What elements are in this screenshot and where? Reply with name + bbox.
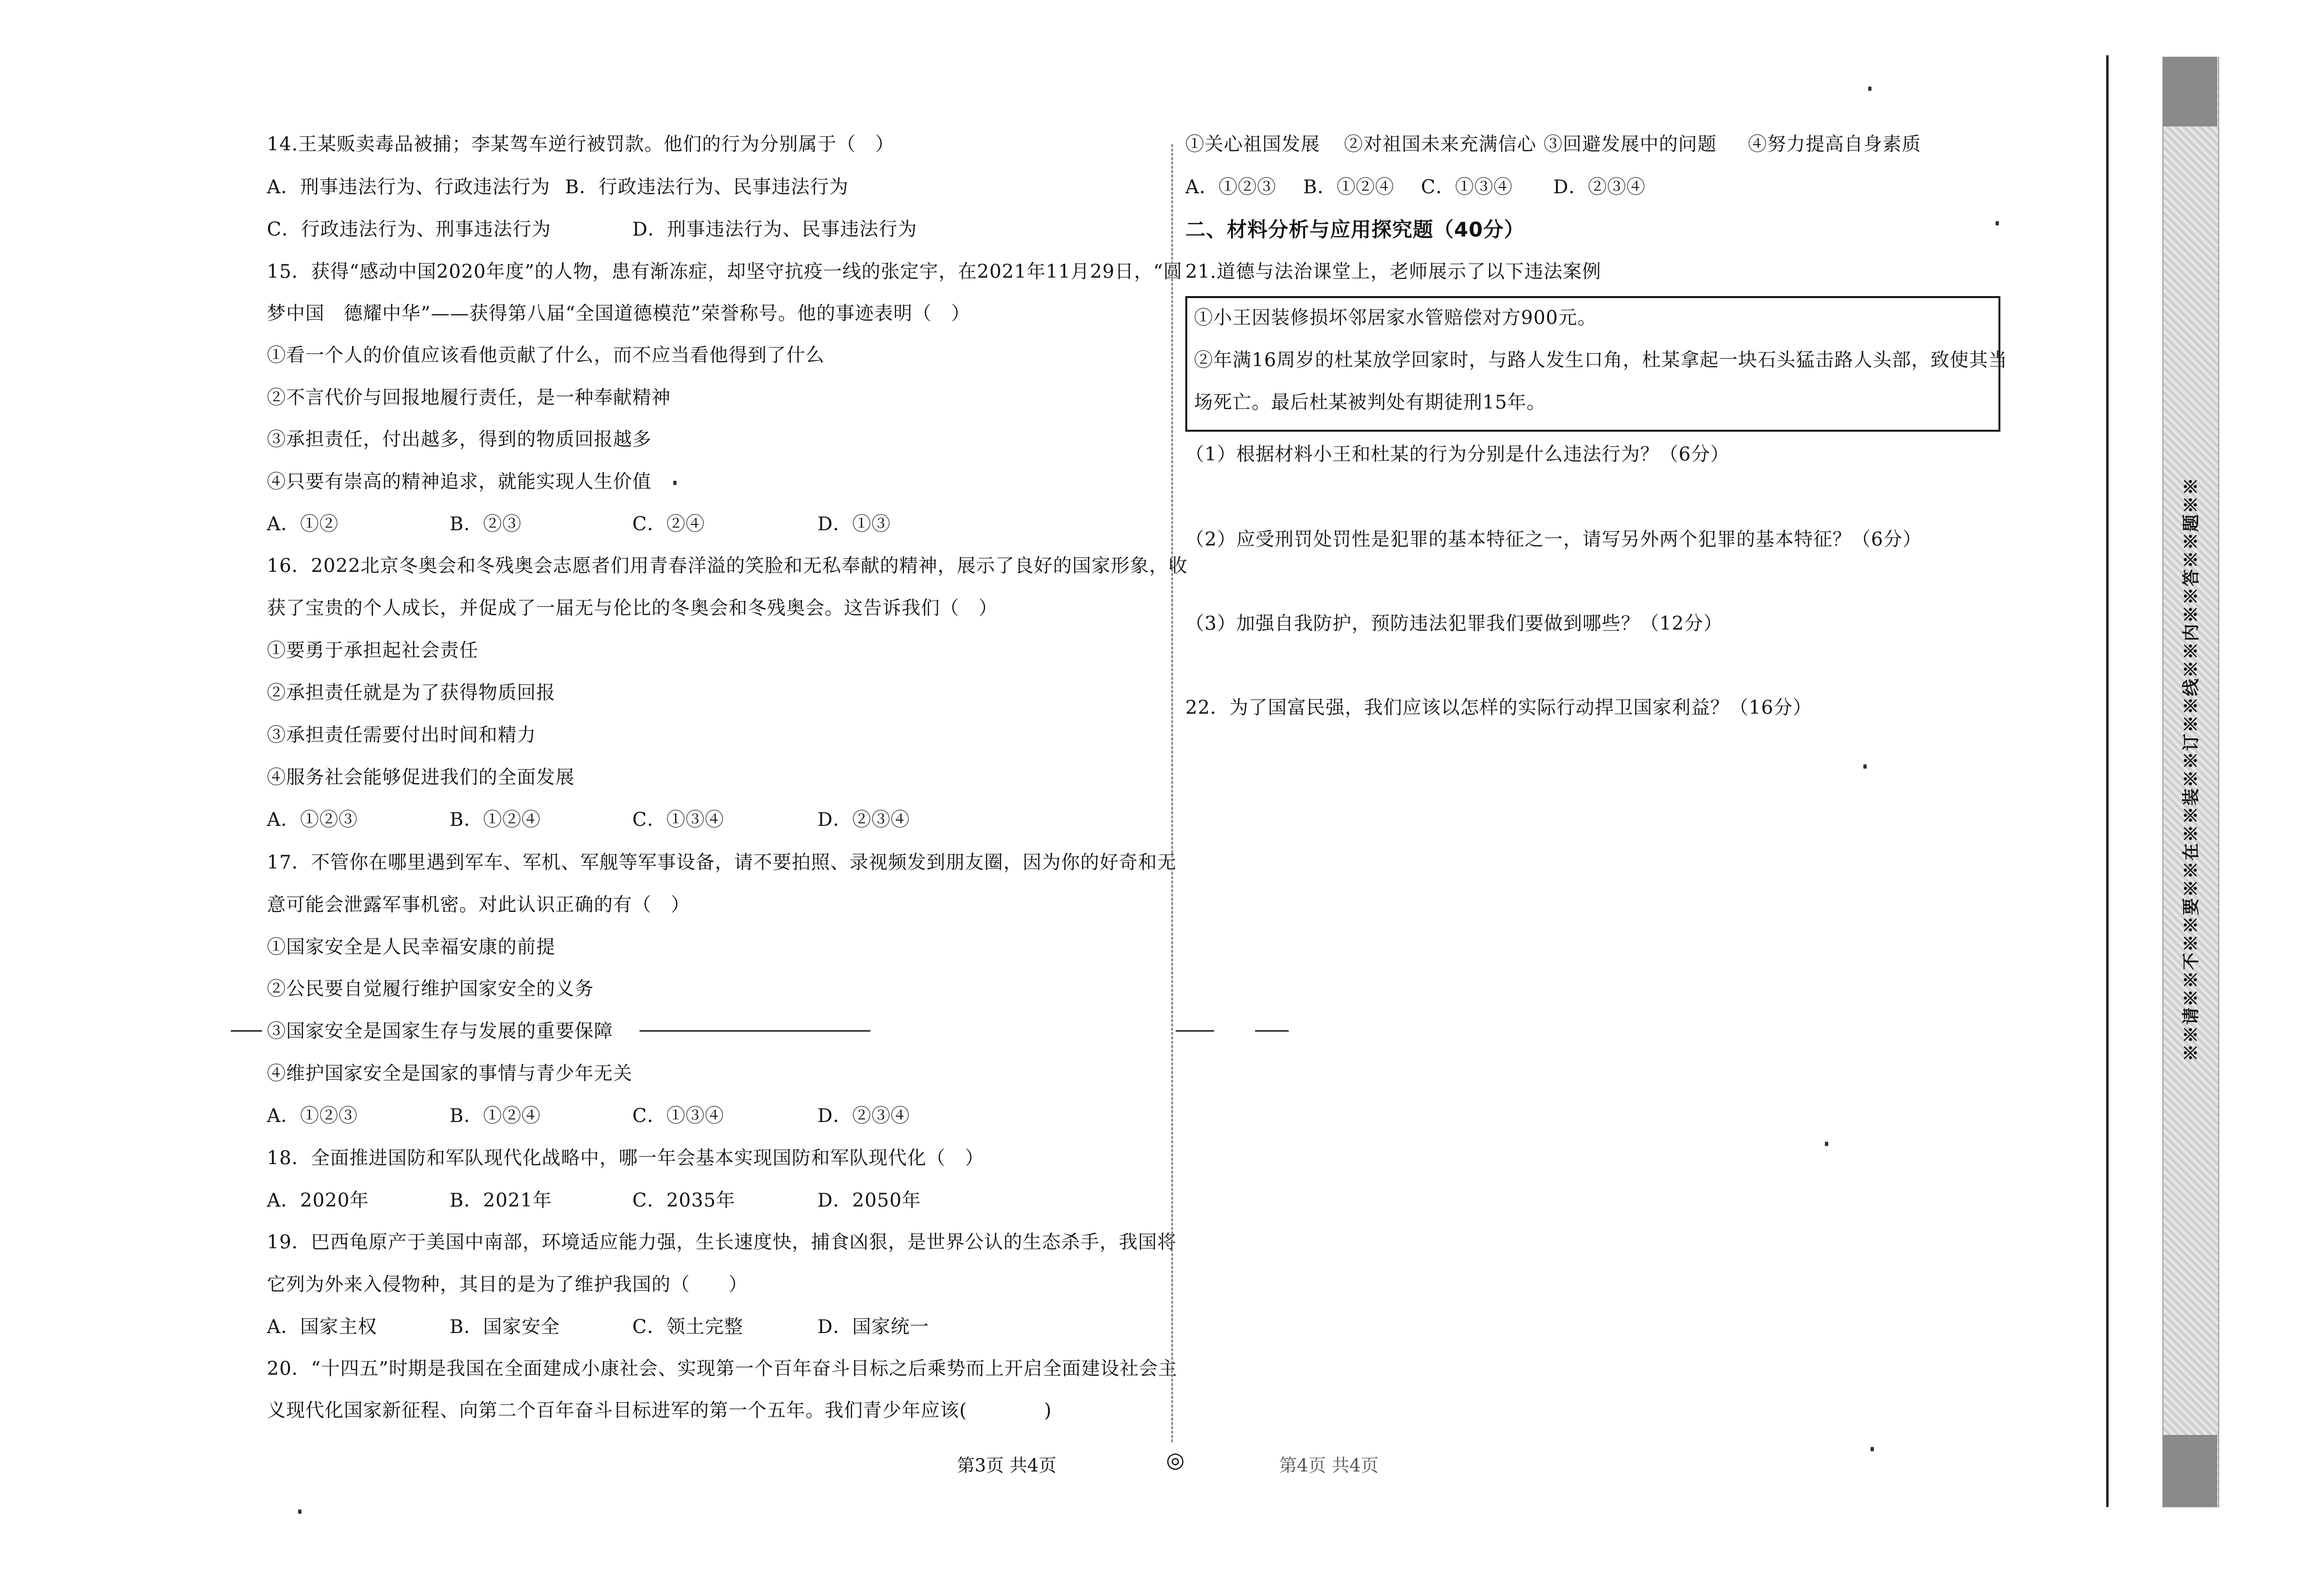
q19-option-a[interactable]: A．国家主权: [267, 1316, 377, 1338]
q17-option-d[interactable]: D．②③④: [817, 1105, 910, 1127]
q14-options-row2: [267, 216, 917, 243]
q20-item-3: ③回避发展中的问题: [1544, 134, 1717, 155]
scan-speck: [1868, 87, 1872, 91]
q16-item-3: ③承担责任需要付出时间和精力: [267, 724, 537, 746]
q20-item-2: ②对祖国未来充满信心: [1344, 134, 1537, 155]
q15-item-2: ②不言代价与回报地履行责任，是一种奉献精神: [267, 387, 671, 409]
q16-option-b[interactable]: B．①②④: [450, 809, 541, 831]
q21-sub1: （1）根据材料小王和杜某的行为分别是什么违法行为？（6分）: [1185, 444, 1730, 465]
q22-stem: 22．为了国富民强，我们应该以怎样的实际行动捍卫国家利益？（16分）: [1185, 697, 1812, 719]
q20-item-4: ④努力提高自身素质: [1748, 134, 1922, 155]
scan-speck: [1871, 1447, 1874, 1451]
q16-stem-line1: 16．2022北京冬奥会和冬残奥会志愿者们用青春洋溢的笑脸和无私奉献的精神，展示了良好的国家形象，收: [267, 555, 1188, 577]
q17-item-1: ①国家安全是人民幸福安康的前提: [267, 936, 556, 958]
q14-option-c[interactable]: C．行政违法行为、刑事违法行为: [267, 219, 551, 240]
q15-stem-line2: 梦中国 德耀中华”——获得第八届“全国道德模范”荣誉称号。他的事迹表明（ ）: [267, 303, 970, 324]
q20-option-a[interactable]: A．①②③: [1185, 176, 1277, 198]
binding-line: [2106, 55, 2109, 1507]
q16-item-2: ②承担责任就是为了获得物质回报: [267, 682, 556, 704]
q17-option-b[interactable]: B．①②④: [450, 1105, 541, 1127]
q19-option-b[interactable]: B．国家安全: [450, 1316, 560, 1338]
q15-item-4: ④只要有崇高的精神追求，就能实现人生价值: [267, 471, 652, 493]
q18-option-b[interactable]: B．2021年: [450, 1190, 552, 1211]
q17-option-a[interactable]: A．①②③: [267, 1105, 358, 1127]
q18-options: [267, 1187, 921, 1214]
q14-options-row1: [267, 174, 849, 201]
q15-option-a[interactable]: A．①②: [267, 513, 339, 535]
q21-intro: 21.道德与法治课堂上，老师展示了以下违法案例: [1185, 261, 1602, 283]
q17-options: [267, 1103, 910, 1130]
cut-mark-right-b: [1255, 1030, 1289, 1032]
q14-option-a[interactable]: A．刑事违法行为、行政违法行为: [267, 176, 551, 198]
scan-speck: [298, 1509, 302, 1514]
q15-item-3: ③承担责任，付出越多，得到的物质回报越多: [267, 429, 652, 450]
q14-stem: 14.王某贩卖毒品被捕；李某驾车逆行被罚款。他们的行为分别属于（ ）: [267, 134, 895, 155]
q16-item-4: ④服务社会能够促进我们的全面发展: [267, 767, 575, 788]
q15-options: [267, 511, 891, 538]
q18-option-a[interactable]: A．2020年: [267, 1190, 369, 1211]
q17-option-c[interactable]: C．①③④: [632, 1105, 724, 1127]
q19-option-c[interactable]: C．领土完整: [632, 1316, 743, 1338]
q20-items: [1185, 131, 1921, 158]
q18-option-c[interactable]: C．2035年: [632, 1190, 736, 1211]
q17-item-2: ②公民要自觉履行维护国家安全的义务: [267, 978, 594, 1000]
q15-item-1: ①看一个人的价值应该看他贡献了什么，而不应当看他得到了什么: [267, 345, 825, 366]
cut-mark-right-a: [1176, 1030, 1214, 1032]
q20-options: [1185, 174, 1646, 201]
q16-options: [267, 807, 910, 834]
q21-material-2-line2: 场死亡。最后杜某被判处有期徒刑15年。: [1194, 392, 1546, 413]
q15-option-b[interactable]: B．②③: [450, 513, 522, 535]
q18-option-d[interactable]: D．2050年: [817, 1190, 921, 1211]
section-2-title: 二、材料分析与应用探究题（40分）: [1185, 218, 1525, 241]
q20-option-b[interactable]: B．①②④: [1303, 176, 1394, 198]
page-footer-right: 第4页 共4页: [1279, 1455, 1379, 1476]
page-fold-divider: [1171, 144, 1173, 1442]
q20-stem-line2: 义现代化国家新征程、向第二个百年奋斗目标进军的第一个五年。我们青少年应该( ): [267, 1400, 1052, 1421]
q17-item-4: ④维护国家安全是国家的事情与青少年无关: [267, 1063, 633, 1085]
q21-material-1: ①小王因装修损坏邻居家水管赔偿对方900元。: [1194, 307, 1597, 329]
q21-material-2-line1: ②年满16周岁的杜某放学回家时，与路人发生口角，杜某拿起一块石头猛击路人头部，致使其当: [1194, 349, 2008, 371]
q15-option-d[interactable]: D．①③: [817, 513, 891, 535]
q19-option-d[interactable]: D．国家统一: [817, 1316, 930, 1338]
scan-speck: [1996, 221, 1999, 225]
q15-option-c[interactable]: C．②④: [632, 513, 705, 535]
q20-stem-line1: 20．“十四五”时期是我国在全面建成小康社会、实现第一个百年奋斗目标之后乘势而上开启全面建设社会主: [267, 1358, 1178, 1380]
q17-stem-line1: 17．不管你在哪里遇到军车、军机、军舰等军事设备，请不要拍照、录视频发到朋友圈，因为你的好奇和无: [267, 852, 1177, 873]
q16-option-d[interactable]: D．②③④: [817, 809, 910, 831]
scan-speck: [1863, 764, 1867, 769]
binding-band-top-cap: [2162, 57, 2217, 126]
binding-warning-text: ※※请※※不※※要※※在※※装※※订※※线※※内※※答※※题※※: [2181, 476, 2201, 1062]
q20-item-1: ①关心祖国发展: [1185, 134, 1320, 155]
q20-option-d[interactable]: D．②③④: [1553, 176, 1646, 198]
q16-option-c[interactable]: C．①③④: [632, 809, 724, 831]
q21-material-box: [1185, 296, 2008, 432]
binding-band-bottom-cap: [2162, 1435, 2217, 1507]
q15-stem-line1: 15．获得“感动中国2020年度”的人物，患有渐冻症，却坚守抗疫一线的张定宇，在2021年11月29日，“圆: [267, 261, 1183, 283]
q21-sub3: （3）加强自我防护，预防违法犯罪我们要做到哪些？（12分）: [1185, 613, 1723, 635]
q14-option-b[interactable]: B．行政违法行为、民事违法行为: [565, 176, 849, 198]
q19-options: [267, 1314, 929, 1341]
cut-mark-left: [231, 1030, 262, 1032]
cut-mark-mid: [640, 1030, 870, 1032]
q17-stem-line2: 意可能会泄露军事机密。对此认识正确的有（ ）: [267, 894, 691, 916]
scan-speck: [1825, 1142, 1828, 1146]
q16-option-a[interactable]: A．①②③: [267, 809, 358, 831]
scan-speck: [673, 481, 677, 485]
q18-stem: 18．全面推进国防和军队现代化战略中，哪一年会基本实现国防和军队现代化（ ）: [267, 1147, 984, 1169]
q16-item-1: ①要勇于承担起社会责任: [267, 640, 479, 661]
q19-stem-line1: 19．巴西龟原产于美国中南部，环境适应能力强，生长速度快，捕食凶狠，是世界公认的生态杀手，我国将: [267, 1232, 1177, 1253]
q16-stem-line2: 获了宝贵的个人成长，并促成了一届无与伦比的冬奥会和冬残奥会。这告诉我们（ ）: [267, 598, 998, 619]
q19-stem-line2: 它列为外来入侵物种，其目的是为了维护我国的（ ）: [267, 1274, 748, 1296]
q20-option-c[interactable]: C．①③④: [1421, 176, 1513, 198]
q17-item-3: ③国家安全是国家生存与发展的重要保障: [267, 1021, 614, 1042]
q21-sub2: （2）应受刑罚处罚性是犯罪的基本特征之一，请写另外两个犯罪的基本特征？（6分）: [1185, 529, 1922, 550]
center-mark-icon: ◎: [1166, 1448, 1185, 1472]
page-footer-left: 第3页 共4页: [957, 1455, 1056, 1476]
q14-option-d[interactable]: D．刑事违法行为、民事违法行为: [632, 219, 917, 240]
